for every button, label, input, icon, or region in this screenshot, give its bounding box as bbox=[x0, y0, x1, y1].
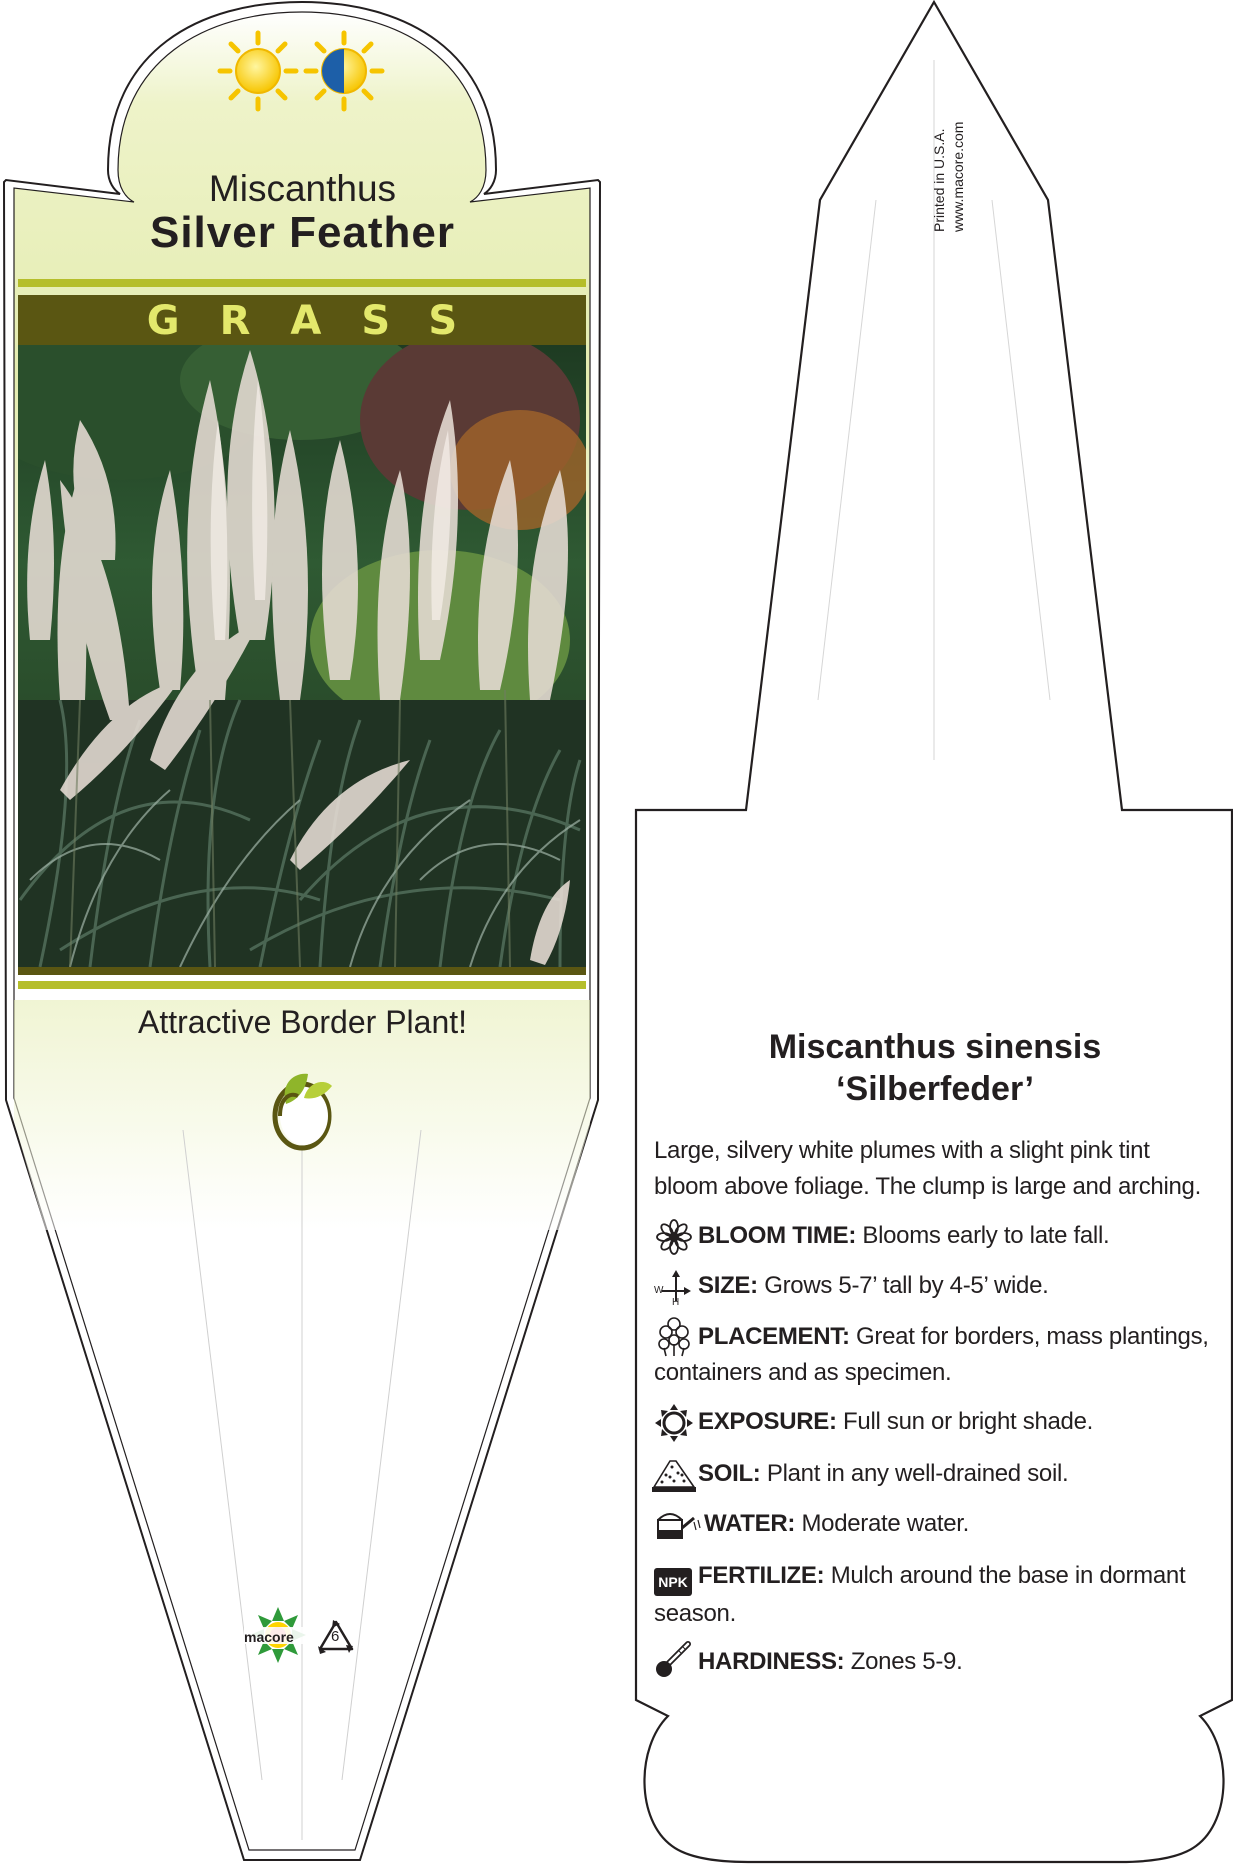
attribute-value: Zones 5-9. bbox=[850, 1648, 963, 1675]
attribute-fertilize bbox=[654, 1558, 1214, 1632]
svg-text:H: H bbox=[672, 1297, 680, 1308]
npk-icon: NPK bbox=[654, 1568, 692, 1596]
attribute-value: Great for borders, mass plantings, containers and as specimen. bbox=[654, 1323, 1209, 1386]
botanical-line-1: Miscanthus sinensis bbox=[768, 1028, 1102, 1066]
attribute-value: Grows 5-7’ tall by 4-5’ wide. bbox=[764, 1272, 1049, 1299]
bottom-thin-band bbox=[18, 981, 586, 989]
attribute-label: EXPOSURE: bbox=[698, 1408, 837, 1435]
attribute-label: BLOOM TIME: bbox=[698, 1222, 857, 1249]
attribute-label: PLACEMENT: bbox=[698, 1323, 850, 1350]
attribute-hardiness bbox=[654, 1644, 1214, 1680]
attribute-water bbox=[654, 1506, 1214, 1542]
attribute-label: WATER: bbox=[704, 1510, 796, 1537]
common-name: Miscanthus bbox=[208, 168, 397, 209]
part-sun-icon bbox=[306, 33, 382, 109]
attribute-soil bbox=[654, 1456, 1214, 1492]
botanical-line-2: ‘Silberfeder’ bbox=[836, 1070, 1034, 1108]
attribute-value: Blooms early to late fall. bbox=[862, 1222, 1110, 1249]
full-sun-icon bbox=[220, 33, 296, 109]
attribute-size bbox=[654, 1268, 1214, 1304]
plant-photo bbox=[0, 320, 590, 967]
attribute-label: SIZE: bbox=[698, 1272, 758, 1299]
attribute-placement bbox=[654, 1319, 1214, 1391]
attribute-value: Mulch around the base in dormant season. bbox=[654, 1562, 1186, 1627]
attribute-value: Plant in any well-drained soil. bbox=[766, 1460, 1069, 1487]
attribute-bloom-time bbox=[654, 1218, 1214, 1254]
front-tag bbox=[0, 2, 600, 1860]
attribute-label: HARDINESS: bbox=[698, 1648, 845, 1675]
plant-description: Large, silvery white plumes with a slight pink tint bloom above foliage. The clump is large and arching. bbox=[654, 1137, 1201, 1200]
attribute-value: Full sun or bright shade. bbox=[843, 1408, 1094, 1435]
svg-text:W: W bbox=[654, 1285, 664, 1296]
website: www.macore.com bbox=[950, 121, 966, 232]
botanical-name bbox=[630, 1026, 1233, 1110]
attribute-exposure bbox=[654, 1404, 1214, 1440]
recycle-number: 6 bbox=[331, 1628, 340, 1645]
category-label: GRASS bbox=[146, 298, 498, 344]
attribute-label: SOIL: bbox=[698, 1460, 761, 1487]
top-thin-band bbox=[18, 279, 586, 287]
cultivar-name: Silver Feather bbox=[149, 208, 456, 257]
photo-bottom-band bbox=[18, 967, 586, 975]
attribute-label: FERTILIZE: bbox=[698, 1562, 825, 1589]
printed-in: Printed in U.S.A. bbox=[931, 128, 947, 232]
brand-logo-text: macore bbox=[244, 1629, 294, 1645]
printed-info bbox=[930, 122, 968, 232]
tagline: Attractive Border Plant! bbox=[137, 1004, 468, 1040]
attribute-value: Moderate water. bbox=[801, 1510, 970, 1537]
